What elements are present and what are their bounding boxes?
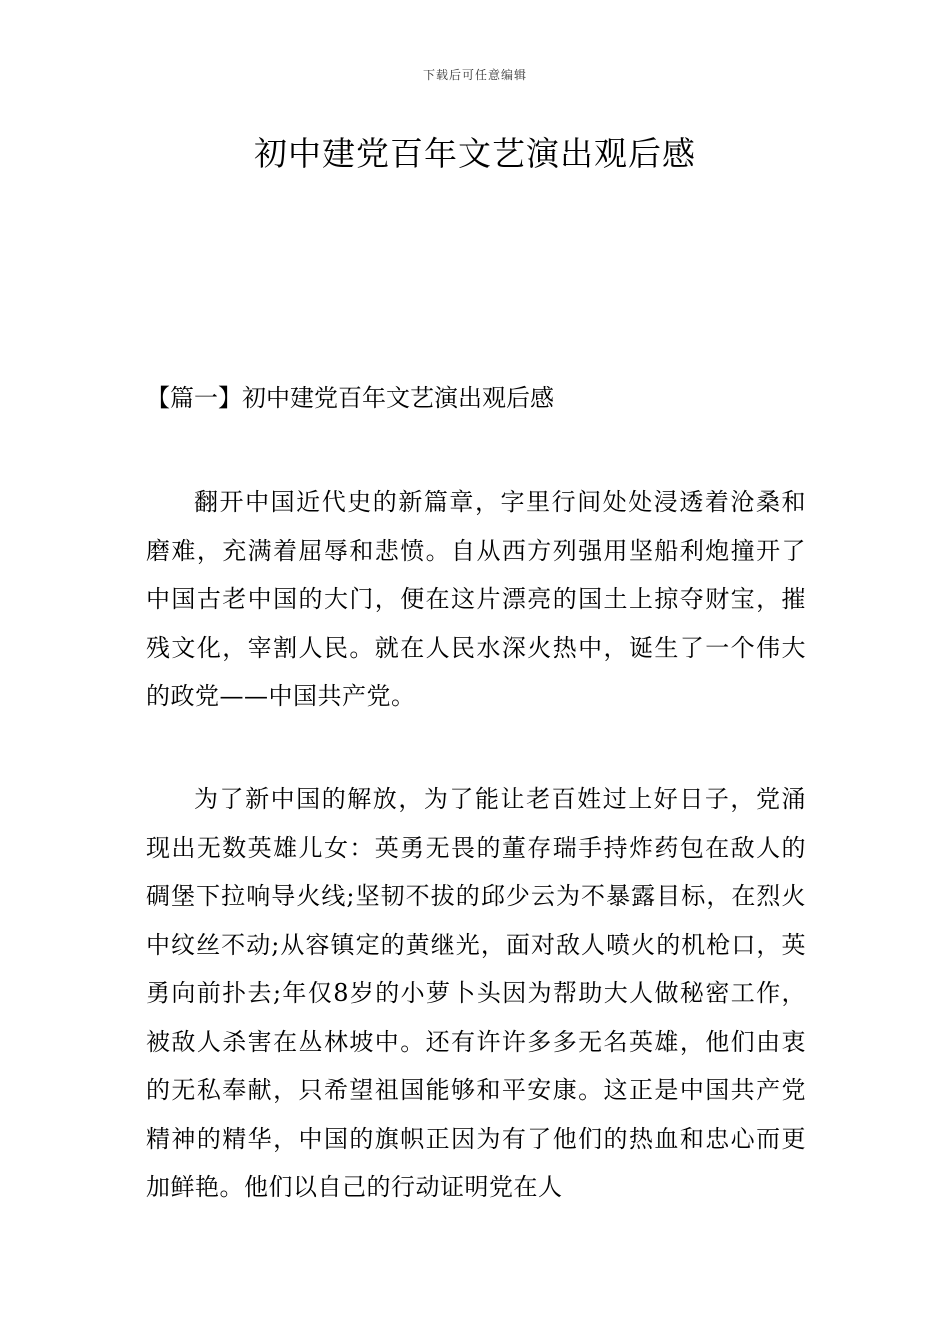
paragraph-1: 翻开中国近代史的新篇章，字里行间处处浸透着沧桑和磨难，充满着屈辱和悲愤。自从西方列强用坚船利炮撞开了中国古老中国的大门，便在这片漂亮的国土上掠夺财宝，摧残文化，宰割人民。就在人民水深火热中，诞生了一个伟大的政党——中国共产党。 <box>146 488 806 710</box>
download-edit-note: 下载后可任意编辑 <box>422 68 527 82</box>
section-heading: 【篇一】初中建党百年文艺演出观后感 <box>146 384 554 412</box>
document-title: 初中建党百年文艺演出观后感 <box>254 134 696 173</box>
paragraph-2: 为了新中国的解放，为了能让老百姓过上好日子，党涌现出无数英雄儿女：英勇无畏的董存瑞手持炸药包在敌人的碉堡下拉响导火线;坚韧不拔的邱少云为不暴露目标，在烈火中纹丝不动;从容镇定的黄继光，面对敌人喷火的机枪口，英勇向前扑去;年仅8岁的小萝卜头因为帮助大人做秘密工作，被敌人杀害在丛林坡中。还有许许多多无名英雄，他们由衷的无私奉献，只希望祖国能够和平安康。这正是中国共产党精神的精华，中国的旗帜正因为有了他们的热血和忠心而更加鲜艳。他们以自己的行动证明党在人 <box>146 785 806 1201</box>
